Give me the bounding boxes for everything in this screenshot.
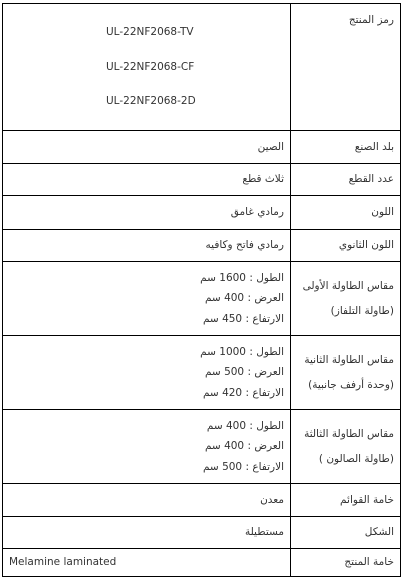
country-value: الصين	[3, 131, 291, 164]
product-spec-table	[2, 3, 401, 577]
legs-material-value: معدن	[3, 484, 291, 517]
table-1-size-label: مقاس الطاولة الأولى (طاولة التلفاز)	[291, 262, 401, 336]
table-row-secondary-color	[3, 230, 401, 262]
product-code-2d: UL-22NF2068-2D	[106, 95, 196, 108]
table-row-shape	[3, 517, 401, 549]
table-3-length: الطول : 400 سم	[206, 419, 284, 432]
table-2-height: الارتفاع : 420 سم	[202, 386, 284, 399]
table-3-height: الارتفاع : 500 سم	[202, 460, 284, 473]
table-row-table-1-size	[3, 262, 401, 336]
table-row-pieces	[3, 164, 401, 196]
product-code-tv: UL-22NF2068-TV	[106, 26, 194, 39]
table-1-length: الطول : 1600 سم	[200, 271, 284, 284]
table-row-color	[3, 196, 401, 230]
shape-value: مستطيلة	[3, 517, 291, 549]
color-label: اللون	[291, 196, 401, 230]
color-value: رمادي غامق	[3, 196, 291, 230]
table-1-width: العرض : 400 سم	[204, 292, 284, 305]
table-2-size-label: مقاس الطاولة الثانية (وحدة أرفف جانبية)	[291, 336, 401, 410]
table-3-size-value	[3, 410, 291, 484]
table-1-height: الارتفاع : 450 سم	[202, 312, 284, 325]
product-code-cf: UL-22NF2068-CF	[106, 60, 195, 73]
table-row-table-3-size	[3, 410, 401, 484]
table-2-width: العرض : 500 سم	[204, 366, 284, 379]
legs-material-label: خامة القوائم	[291, 484, 401, 517]
table-3-width: العرض : 400 سم	[204, 440, 284, 453]
table-row-product-code	[3, 4, 401, 131]
table-2-length: الطول : 1000 سم	[200, 345, 284, 358]
pieces-value: ثلاث قطع	[3, 164, 291, 196]
table-row-country	[3, 131, 401, 164]
table-row-table-2-size	[3, 336, 401, 410]
product-material-label: خامة المنتج	[291, 549, 401, 577]
table-1-size-value	[3, 262, 291, 336]
table-row-legs-material	[3, 484, 401, 517]
product-material-value: Melamine laminated	[3, 549, 291, 577]
secondary-color-label: اللون الثانوي	[291, 230, 401, 262]
pieces-label: عدد القطع	[291, 164, 401, 196]
product-code-value	[3, 4, 291, 131]
country-label: بلد الصنع	[291, 131, 401, 164]
table-3-size-label: مقاس الطاولة الثالثة (طاولة الصالون )	[291, 410, 401, 484]
table-row-product-material	[3, 549, 401, 577]
shape-label: الشكل	[291, 517, 401, 549]
secondary-color-value: رمادي فاتح وكافيه	[3, 230, 291, 262]
table-2-size-value	[3, 336, 291, 410]
product-code-label: رمز المنتج	[291, 4, 401, 131]
